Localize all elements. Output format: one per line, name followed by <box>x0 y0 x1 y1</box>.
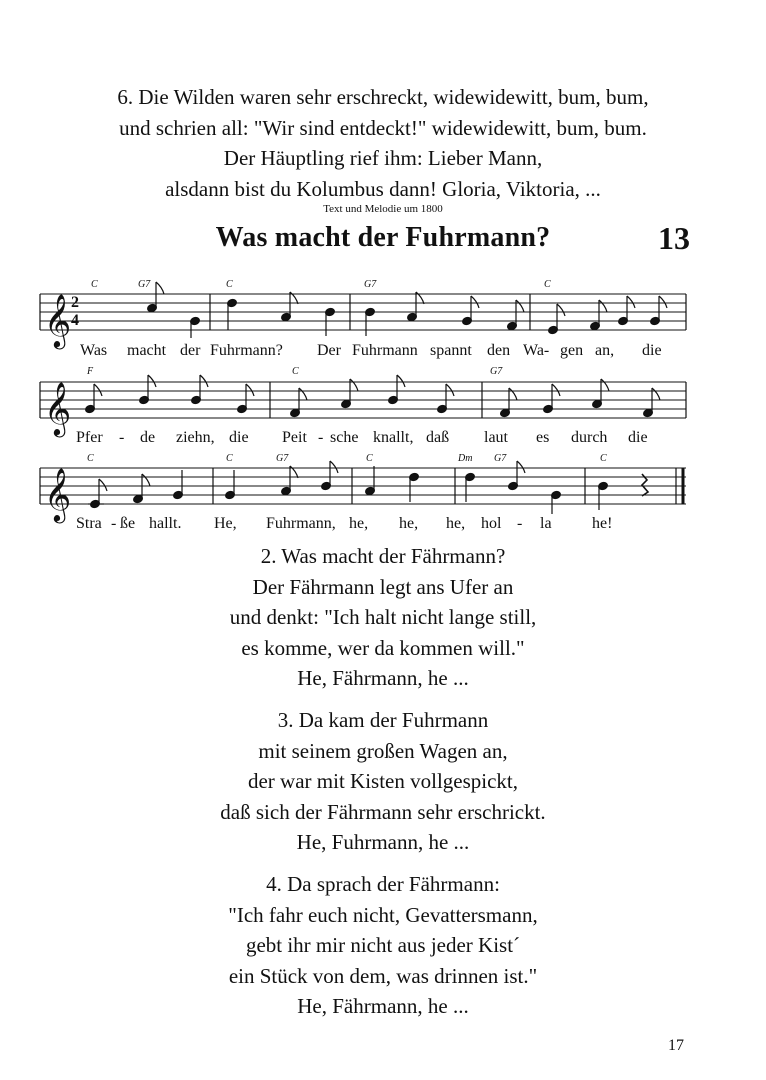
stanza-line: mit seinem großen Wagen an, <box>258 738 508 763</box>
lyric-syllable: he! <box>592 515 613 532</box>
verse-line: und schrien all: "Wir sind entdeckt!" widewidewitt, bum, bum. <box>119 115 647 140</box>
stanza-line: ein Stück von dem, was drinnen ist." <box>228 963 538 988</box>
chord-symbol: C <box>87 453 94 464</box>
lyric-syllable: Pfer <box>76 429 103 446</box>
lyric-syllable: Wa- <box>523 342 550 359</box>
chord-symbol: G7 <box>364 279 377 290</box>
chord-symbol: C <box>600 453 607 464</box>
lyric-syllable: macht <box>127 342 167 359</box>
staff-system-2 <box>40 382 686 418</box>
lyric-syllable: Was <box>80 342 108 359</box>
stanza-line: "Ich fahr euch nicht, Gevattersmann, <box>228 902 538 927</box>
notes-system-3 <box>88 461 648 514</box>
time-signature-top: 2 <box>71 294 79 311</box>
chord-symbol: C <box>544 279 551 290</box>
lyric-syllable: an, <box>595 342 615 359</box>
lyric-syllable: hol <box>481 515 502 532</box>
page-number: 17 <box>668 1037 684 1054</box>
lyric-syllable: hallt. <box>149 515 182 532</box>
time-signature-bottom: 4 <box>71 312 79 329</box>
lyric-syllable: den <box>487 342 511 359</box>
stanza-line: daß sich der Fährmann sehr erschrickt. <box>220 799 546 824</box>
song-credit: Text und Melodie um 1800 <box>323 203 443 215</box>
chord-symbol: G7 <box>138 279 151 290</box>
lyric-syllable: he, <box>399 515 419 532</box>
lyric-syllable: Fuhrmann, <box>266 515 336 532</box>
bar-lines <box>40 294 686 504</box>
stanza-line: 4. Da sprach der Fährmann: <box>266 872 500 896</box>
chord-symbol: C <box>226 453 233 464</box>
lyric-syllable: la <box>540 515 552 532</box>
stanza-line: 2. Was macht der Fährmann? <box>260 544 506 568</box>
chord-symbol: Dm <box>458 453 473 464</box>
lyric-syllable: daß <box>426 429 450 446</box>
chord-symbol: G7 <box>494 453 507 464</box>
verse-line: Der Häuptling rief ihm: Lieber Mann, <box>223 146 543 170</box>
lyric-syllable: sche <box>330 429 359 446</box>
chord-symbol: C <box>366 453 373 464</box>
stanza-line: es komme, wer da kommen will." <box>241 635 525 660</box>
song-number: 13 <box>658 220 690 256</box>
stanza-line: Der Fährmann legt ans Ufer an <box>252 574 514 599</box>
song-title: Was macht der Fuhrmann? <box>215 222 551 253</box>
stanza-line: der war mit Kisten vollgespickt, <box>247 769 519 793</box>
stanza-line: gebt ihr mir nicht aus jeder Kist´ <box>245 933 521 957</box>
stanza-4 <box>0 869 766 1022</box>
chord-symbol: G7 <box>276 453 289 464</box>
lyric-syllable: durch <box>571 429 608 446</box>
verse-line: 6. Die Wilden waren sehr erschreckt, widewidewitt, bum, bum, <box>117 85 649 109</box>
chord-symbol: C <box>226 279 233 290</box>
lyric-syllable: die <box>628 429 648 446</box>
lyric-syllable: - <box>119 429 125 446</box>
lyric-syllable: die <box>642 342 662 359</box>
lyric-syllable: es <box>536 429 550 446</box>
chord-symbol: F <box>87 366 94 377</box>
lyric-syllable: - <box>517 515 523 532</box>
chord-symbol: C <box>292 366 299 377</box>
lyric-syllable: Stra <box>76 515 102 532</box>
treble-clef-icon: 𝄞 <box>44 467 72 521</box>
lyric-syllable: he, <box>349 515 369 532</box>
stanza-3 <box>0 705 766 858</box>
lyric-syllable: he, <box>446 515 466 532</box>
lyric-syllable: Der <box>317 342 341 359</box>
lyric-syllable: der <box>180 342 201 359</box>
treble-clef-icon: 𝄞 <box>44 381 72 435</box>
notes-system-2 <box>85 375 660 418</box>
stanza-line: und denkt: "Ich halt nicht lange still, <box>229 605 537 629</box>
lyric-syllable: Fuhrmann? <box>210 342 283 359</box>
lyric-syllable: - <box>318 429 324 446</box>
staff-system-1 <box>40 294 686 330</box>
lyric-syllable: de <box>140 429 156 446</box>
chord-symbol: G7 <box>490 366 503 377</box>
stanza-line: 3. Da kam der Fuhrmann <box>277 708 489 732</box>
stanza-line: He, Fährmann, he ... <box>297 994 469 1018</box>
lyric-syllable: Fuhrmann <box>352 342 418 359</box>
lyric-syllable: ße <box>120 515 136 532</box>
lyric-syllable: Peit <box>282 429 307 446</box>
lyric-syllable: laut <box>484 429 508 446</box>
treble-clef-icon: 𝄞 <box>44 293 72 347</box>
stanza-line: He, Fährmann, he ... <box>297 666 469 690</box>
lyric-syllable: ziehn, <box>176 429 215 446</box>
lyric-syllable: He, <box>214 515 237 532</box>
verse-line: alsdann bist du Kolumbus dann! Gloria, Viktoria, ... <box>165 176 601 201</box>
stanza-2 <box>0 541 766 694</box>
lyric-syllable: - <box>111 515 117 532</box>
stanza-line: He, Fuhrmann, he ... <box>296 830 470 854</box>
lyric-syllable: die <box>229 429 249 446</box>
lyric-syllable: spannt <box>430 342 472 359</box>
lyric-syllable: knallt, <box>373 429 414 446</box>
chord-symbol: C <box>91 279 98 290</box>
lyric-syllable: gen <box>560 342 584 359</box>
